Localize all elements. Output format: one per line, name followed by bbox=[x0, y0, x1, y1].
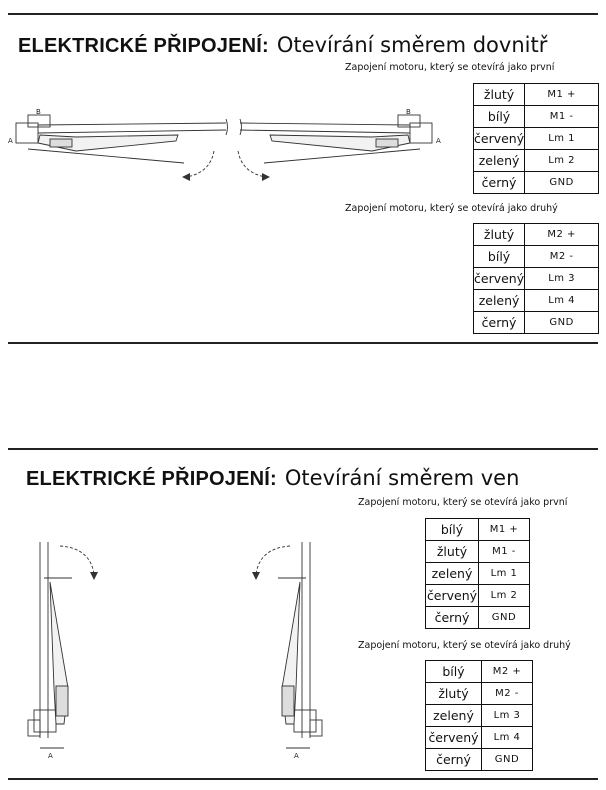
label-a-right: A bbox=[436, 137, 441, 145]
table-row bbox=[474, 268, 599, 290]
wire-color: bílý bbox=[474, 246, 525, 268]
table-row bbox=[426, 705, 533, 727]
wire-color: červený bbox=[474, 268, 525, 290]
terminal: GND bbox=[525, 172, 599, 194]
bottom-title-bold: ELEKTRICKÉ PŘIPOJENÍ: bbox=[26, 468, 277, 490]
bottom-title-rest: Otevírání směrem ven bbox=[284, 466, 520, 490]
terminal: Lm 1 bbox=[525, 128, 599, 150]
top-motor2-caption: Zapojení motoru, který se otevírá jako druhý bbox=[345, 203, 558, 214]
top-rule-upper bbox=[8, 13, 598, 15]
label-a-left: A bbox=[8, 137, 13, 145]
wire-color: zelený bbox=[474, 150, 525, 172]
wire-color: zelený bbox=[426, 705, 482, 727]
terminal: Lm 3 bbox=[482, 705, 533, 727]
terminal: M1 + bbox=[479, 519, 530, 541]
top-title bbox=[18, 35, 547, 56]
table-row bbox=[474, 84, 599, 106]
table-row bbox=[426, 541, 530, 563]
wire-color: černý bbox=[426, 749, 482, 771]
wire-color: červený bbox=[474, 128, 525, 150]
label-b-left: B bbox=[36, 108, 41, 116]
wire-color: černý bbox=[474, 312, 525, 334]
terminal: M2 - bbox=[525, 246, 599, 268]
bottom-motor2-caption: Zapojení motoru, který se otevírá jako druhý bbox=[358, 640, 571, 651]
table-row bbox=[474, 172, 599, 194]
terminal: Lm 1 bbox=[479, 563, 530, 585]
top-title-rest: Otevírání směrem dovnitř bbox=[276, 33, 548, 57]
bottom-motor2-table bbox=[425, 660, 533, 771]
table-row bbox=[474, 128, 599, 150]
table-row bbox=[474, 150, 599, 172]
terminal: Lm 2 bbox=[525, 150, 599, 172]
table-row bbox=[474, 106, 599, 128]
bottom-motor1-caption: Zapojení motoru, který se otevírá jako první bbox=[358, 497, 568, 508]
wire-color: zelený bbox=[474, 290, 525, 312]
wire-color: červený bbox=[426, 585, 479, 607]
terminal: GND bbox=[482, 749, 533, 771]
wire-color: žlutý bbox=[474, 84, 525, 106]
wire-color: žlutý bbox=[426, 683, 482, 705]
top-title-bold: ELEKTRICKÉ PŘIPOJENÍ: bbox=[18, 35, 269, 57]
terminal: M2 + bbox=[525, 224, 599, 246]
top-motor1-caption: Zapojení motoru, který se otevírá jako první bbox=[345, 62, 555, 73]
wire-color: bílý bbox=[474, 106, 525, 128]
table-row bbox=[426, 585, 530, 607]
terminal: M2 + bbox=[482, 661, 533, 683]
wire-color: černý bbox=[474, 172, 525, 194]
table-row bbox=[426, 749, 533, 771]
label-a-br: A bbox=[294, 752, 299, 760]
bottom-right-gate-diagram bbox=[250, 538, 330, 758]
top-motor2-table bbox=[473, 223, 599, 334]
terminal: Lm 2 bbox=[479, 585, 530, 607]
wire-color: bílý bbox=[426, 661, 482, 683]
terminal: M1 - bbox=[479, 541, 530, 563]
wire-color: černý bbox=[426, 607, 479, 629]
terminal: GND bbox=[479, 607, 530, 629]
table-row bbox=[426, 519, 530, 541]
table-row bbox=[426, 727, 533, 749]
terminal: M1 - bbox=[525, 106, 599, 128]
bottom-left-gate-diagram bbox=[20, 538, 100, 758]
terminal: Lm 3 bbox=[525, 268, 599, 290]
top-gate-diagram bbox=[6, 105, 446, 195]
table-row bbox=[426, 661, 533, 683]
terminal: Lm 4 bbox=[482, 727, 533, 749]
label-b-right: B bbox=[406, 108, 411, 116]
table-row bbox=[474, 290, 599, 312]
wire-color: žlutý bbox=[426, 541, 479, 563]
table-row bbox=[426, 683, 533, 705]
table-row bbox=[426, 563, 530, 585]
bottom-rule-upper bbox=[8, 448, 598, 450]
top-motor1-table bbox=[473, 83, 599, 194]
table-row bbox=[474, 246, 599, 268]
terminal: GND bbox=[525, 312, 599, 334]
terminal: M2 - bbox=[482, 683, 533, 705]
wire-color: zelený bbox=[426, 563, 479, 585]
wire-color: červený bbox=[426, 727, 482, 749]
bottom-motor1-table bbox=[425, 518, 530, 629]
terminal: Lm 4 bbox=[525, 290, 599, 312]
label-a-bl: A bbox=[48, 752, 53, 760]
terminal: M1 + bbox=[525, 84, 599, 106]
table-row bbox=[474, 224, 599, 246]
bottom-title bbox=[26, 468, 519, 489]
wire-color: žlutý bbox=[474, 224, 525, 246]
bottom-rule-lower bbox=[8, 778, 598, 780]
table-row bbox=[426, 607, 530, 629]
wire-color: bílý bbox=[426, 519, 479, 541]
top-rule-lower bbox=[8, 342, 598, 344]
table-row bbox=[474, 312, 599, 334]
